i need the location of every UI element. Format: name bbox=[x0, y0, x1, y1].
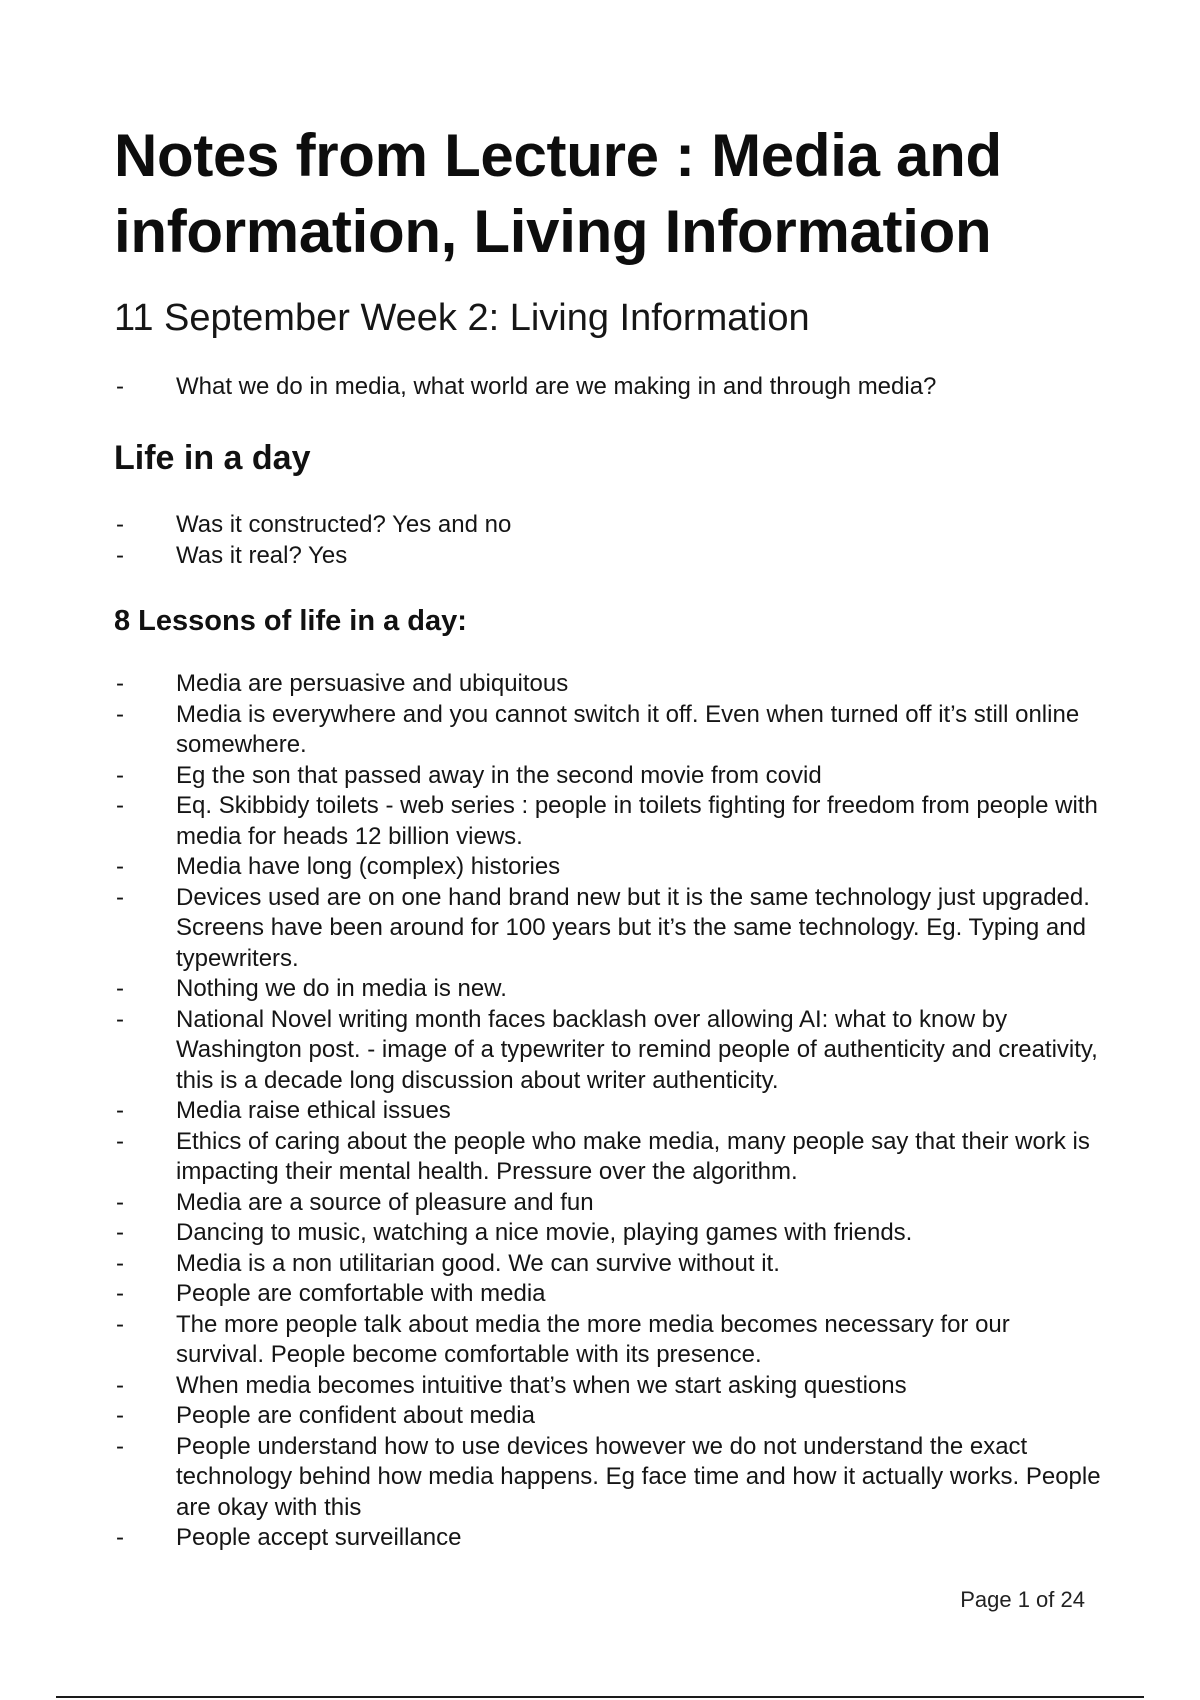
bullet-marker: - bbox=[116, 541, 124, 569]
bullet-marker: - bbox=[116, 1371, 124, 1399]
list-item-text: Media have long (complex) histories bbox=[176, 853, 561, 880]
list-item bbox=[114, 852, 1104, 883]
list-item-text: Eg the son that passed away in the second movie from covid bbox=[176, 761, 822, 789]
document-subtitle: 11 September Week 2: Living Information bbox=[114, 297, 810, 339]
list-item-text: People accept surveillance bbox=[176, 1524, 462, 1551]
bullet-marker: - bbox=[116, 883, 124, 911]
life-in-a-day-bullet-list bbox=[114, 510, 1104, 571]
bullet-marker: - bbox=[116, 792, 124, 819]
bottom-divider bbox=[56, 1696, 1144, 1698]
list-item bbox=[114, 372, 1104, 403]
list-item bbox=[114, 1096, 1104, 1127]
list-item-text: Was it real? Yes bbox=[176, 541, 348, 569]
bullet-marker: - bbox=[116, 1524, 124, 1551]
list-item bbox=[114, 1523, 1104, 1554]
list-item-text: Was it constructed? Yes and no bbox=[176, 511, 512, 538]
bullet-marker: - bbox=[116, 511, 124, 538]
list-item-text: Eq. Skibbidy toilets - web series : people in toilets fighting for freedom from people with media for heads 12 billion views. bbox=[176, 792, 1098, 850]
bullet-marker: - bbox=[116, 700, 124, 728]
bullet-marker: - bbox=[116, 1402, 124, 1429]
list-item-text: The more people talk about media the more media becomes necessary for our survival. People become comfortable with its presence. bbox=[176, 1310, 1010, 1368]
section-heading-life-in-a-day: Life in a day bbox=[114, 439, 311, 477]
bullet-marker: - bbox=[116, 670, 124, 697]
bullet-marker: - bbox=[116, 1127, 124, 1155]
list-item-text: When media becomes intuitive that’s when we start asking questions bbox=[176, 1371, 907, 1399]
list-item bbox=[114, 1188, 1104, 1219]
list-item bbox=[114, 883, 1104, 975]
list-item bbox=[114, 1279, 1104, 1310]
list-item-text: Media is a non utilitarian good. We can survive without it. bbox=[176, 1249, 780, 1277]
bullet-marker: - bbox=[116, 975, 124, 1002]
document-title: Notes from Lecture : Media and information, Living Information bbox=[114, 122, 1002, 265]
list-item bbox=[114, 1401, 1104, 1432]
lessons-bullet-list bbox=[114, 669, 1104, 1554]
list-item-text: People understand how to use devices however we do not understand the exact technology behind how media happens. Eg face time and how it actually works. People are okay with this bbox=[176, 1432, 1101, 1521]
page-number: Page 1 of 24 bbox=[960, 1587, 1085, 1612]
bullet-marker: - bbox=[116, 1249, 124, 1277]
list-item bbox=[114, 761, 1104, 792]
list-item-text: Ethics of caring about the people who make media, many people say that their work is impacting their mental health. Pressure over the algorithm. bbox=[176, 1127, 1090, 1185]
list-item-text: Media are a source of pleasure and fun bbox=[176, 1188, 594, 1216]
list-item bbox=[114, 1249, 1104, 1280]
list-item-text: People are comfortable with media bbox=[176, 1280, 546, 1307]
bullet-marker: - bbox=[116, 373, 124, 400]
section-heading-lessons: 8 Lessons of life in a day: bbox=[114, 605, 467, 637]
list-item bbox=[114, 510, 1104, 541]
bullet-marker: - bbox=[116, 1219, 124, 1246]
list-item bbox=[114, 1218, 1104, 1249]
list-item-text: Media raise ethical issues bbox=[176, 1097, 451, 1124]
list-item bbox=[114, 1371, 1104, 1402]
intro-bullet-list bbox=[114, 372, 1104, 403]
list-item-text: Dancing to music, watching a nice movie, playing games with friends. bbox=[176, 1219, 913, 1246]
list-item bbox=[114, 1127, 1104, 1188]
list-item bbox=[114, 700, 1104, 761]
list-item-text: People are confident about media bbox=[176, 1402, 535, 1429]
list-item bbox=[114, 541, 1104, 572]
list-item bbox=[114, 1005, 1104, 1097]
bullet-marker: - bbox=[116, 1310, 124, 1338]
bullet-marker: - bbox=[116, 853, 124, 880]
list-item bbox=[114, 974, 1104, 1005]
list-item-text: Devices used are on one hand brand new but it is the same technology just upgraded. Screens have been around for 100 years but it’s the same technology. Eg. Typing and typewriters. bbox=[176, 883, 1090, 972]
bullet-marker: - bbox=[116, 1432, 124, 1460]
bullet-marker: - bbox=[116, 761, 124, 789]
list-item-text: National Novel writing month faces backlash over allowing AI: what to know by Washington post. - image of a typewriter to remind people of authenticity and creativity, this is a decade long discussion about writer authenticity. bbox=[176, 1005, 1098, 1094]
list-item-text: What we do in media, what world are we making in and through media? bbox=[176, 373, 937, 400]
list-item bbox=[114, 1432, 1104, 1524]
list-item-text: Media are persuasive and ubiquitous bbox=[176, 670, 569, 697]
bullet-marker: - bbox=[116, 1005, 124, 1033]
list-item-text: Media is everywhere and you cannot switch it off. Even when turned off it’s still online somewhere. bbox=[176, 700, 1080, 758]
bullet-marker: - bbox=[116, 1188, 124, 1216]
list-item bbox=[114, 791, 1104, 852]
list-item bbox=[114, 669, 1104, 700]
bullet-marker: - bbox=[116, 1280, 124, 1307]
list-item bbox=[114, 1310, 1104, 1371]
list-item-text: Nothing we do in media is new. bbox=[176, 975, 507, 1002]
bullet-marker: - bbox=[116, 1097, 124, 1124]
